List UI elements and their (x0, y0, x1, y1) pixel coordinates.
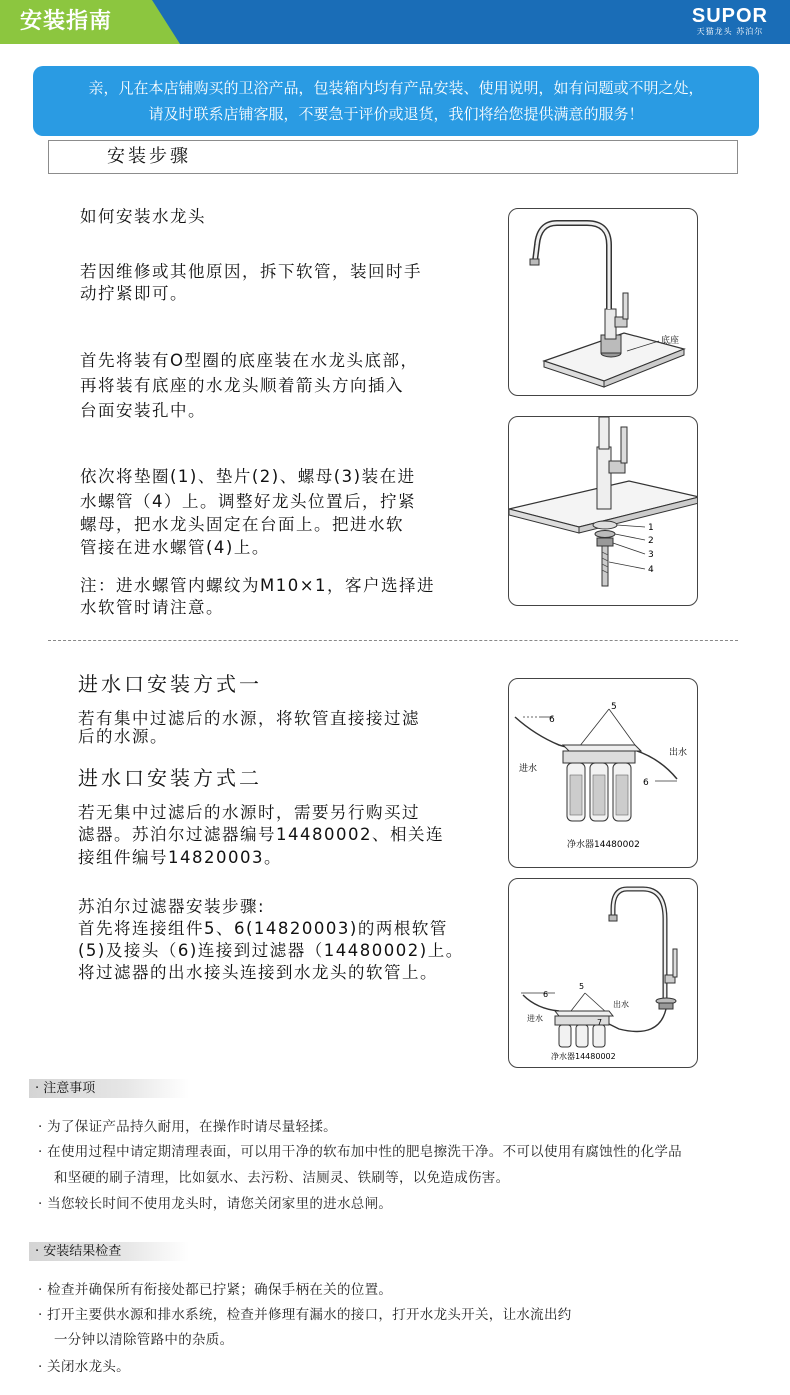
step-p3-line3: 螺母，把水龙头固定在台面上。把进水软 (80, 515, 404, 534)
fig1-base-label: 底座 (661, 336, 680, 346)
inlet-2-line2: 滤器。苏泊尔过滤器编号14480002、相关连 (78, 825, 444, 844)
fig3-label-in: 进水 (519, 764, 538, 774)
check-item-3: · 关闭水龙头。 (38, 1359, 130, 1375)
step-p3-line1: 依次将垫圈(1)、垫片(2)、螺母(3)装在进 (80, 467, 416, 486)
fig2-label-2: 2 (648, 536, 654, 546)
fig2-label-1: 1 (648, 523, 654, 533)
figure-filter-faucet (508, 878, 698, 1068)
step-p2-line1: 首先将装有O型圈的底座装在水龙头底部， (80, 351, 419, 370)
notice-banner (33, 66, 759, 136)
fig4-label-5: 5 (579, 982, 585, 991)
filter-steps-line2: 首先将连接组件5、6(14820003)的两根软管 (78, 919, 448, 938)
note-line1: 注：进水螺管内螺纹为M10×1，客户选择进 (80, 576, 436, 595)
inlet-1-line1: 若有集中过滤后的水源，将软管直接接过滤 (78, 709, 420, 728)
cautions-title: · 注意事项 (29, 1079, 189, 1098)
check-item-1: · 检查并确保所有衔接处都已拧紧；确保手柄在关的位置。 (38, 1282, 393, 1298)
step-p1-line2: 动拧紧即可。 (80, 284, 188, 303)
step-p3-line4: 管接在进水螺管(4)上。 (80, 538, 270, 557)
brand-logo (692, 5, 768, 37)
check-item-2: · 打开主要供水源和排水系统，检查并修理有漏水的接口，打开水龙头开关，让水流出约 (38, 1307, 572, 1323)
fig3-label-6a: 6 (549, 715, 555, 725)
filter-steps-line4: 将过滤器的出水接头连接到水龙头的软管上。 (78, 963, 438, 982)
inlet-2-line3: 接组件编号14820003。 (78, 848, 282, 867)
how-to-install: 如何安装水龙头 (80, 207, 206, 226)
note-line2: 水软管时请注意。 (80, 598, 224, 617)
fig3-label-5: 5 (611, 702, 617, 712)
notice-line-1: 亲，凡在本店铺购买的卫浴产品，包装箱内均有产品安装、使用说明，如有问题或不明之处， (88, 79, 704, 97)
fig4-label-in: 进水 (527, 1014, 543, 1023)
brand-name: SUPOR (691, 5, 768, 27)
fig4-filter-label: 净水器14480002 (551, 1052, 616, 1061)
fig3-label-out: 出水 (669, 748, 688, 758)
inlet-1-line2: 后的水源。 (78, 727, 168, 746)
caution-item-3: · 当您较长时间不使用龙头时，请您关闭家里的进水总闸。 (38, 1196, 393, 1212)
header-bar (0, 0, 790, 44)
filter-steps-line1: 苏泊尔过滤器安装步骤: (78, 897, 266, 916)
fig4-label-7: 7 (597, 1018, 603, 1027)
fig2-label-4: 4 (648, 565, 654, 575)
fig3-filter-label: 净水器14480002 (567, 840, 640, 850)
step-p2-line3: 台面安装孔中。 (80, 401, 206, 420)
section-divider (48, 640, 738, 641)
caution-item-2: · 在使用过程中请定期清理表面，可以用干净的软布加中性的肥皂擦洗干净。不可以使用有腐蚀性的化学品 (38, 1144, 682, 1160)
brand-subtitle: 天猫龙头 苏泊尔 (696, 27, 764, 36)
fig2-label-3: 3 (648, 550, 654, 560)
caution-item-1: · 为了保证产品持久耐用，在操作时请尽量轻揉。 (38, 1119, 337, 1135)
step-p1-line1: 若因维修或其他原因，拆下软管，装回时手 (80, 262, 422, 281)
inlet-method-1-heading: 进水口安装方式一 (78, 672, 262, 696)
caution-item-2-cont: 和坚硬的刷子清理，比如氨水、去污粉、洁厕灵、铁刷等，以免造成伤害。 (54, 1170, 510, 1186)
steps-title: 安装步骤 (107, 146, 191, 167)
step-p2-line2: 再将装有底座的水龙头顺着箭头方向插入 (80, 376, 404, 395)
fig4-label-6: 6 (543, 990, 549, 999)
fig4-label-out: 出水 (613, 1000, 629, 1009)
step-p3-line2: 水螺管（4）上。调整好龙头位置后，拧紧 (80, 492, 416, 511)
filter-steps-line3: (5)及接头（6)连接到过滤器（14480002)上。 (78, 941, 464, 960)
check-title: · 安装结果检查 (29, 1242, 189, 1261)
page-title: 安装指南 (20, 9, 113, 34)
figure-faucet-base (508, 208, 698, 396)
inlet-2-line1: 若无集中过滤后的水源时，需要另行购买过 (78, 803, 420, 822)
inlet-method-2-heading: 进水口安装方式二 (78, 766, 262, 790)
fig3-label-6b: 6 (643, 778, 649, 788)
figure-filter (508, 678, 698, 868)
check-item-2-cont: 一分钟以清除管路中的杂质。 (54, 1332, 234, 1348)
steps-title-box (48, 140, 738, 174)
notice-line-2: 请及时联系店铺客服，不要急于评价或退货，我们将给您提供满意的服务！ (148, 105, 644, 123)
figure-mounting-parts (508, 416, 698, 606)
